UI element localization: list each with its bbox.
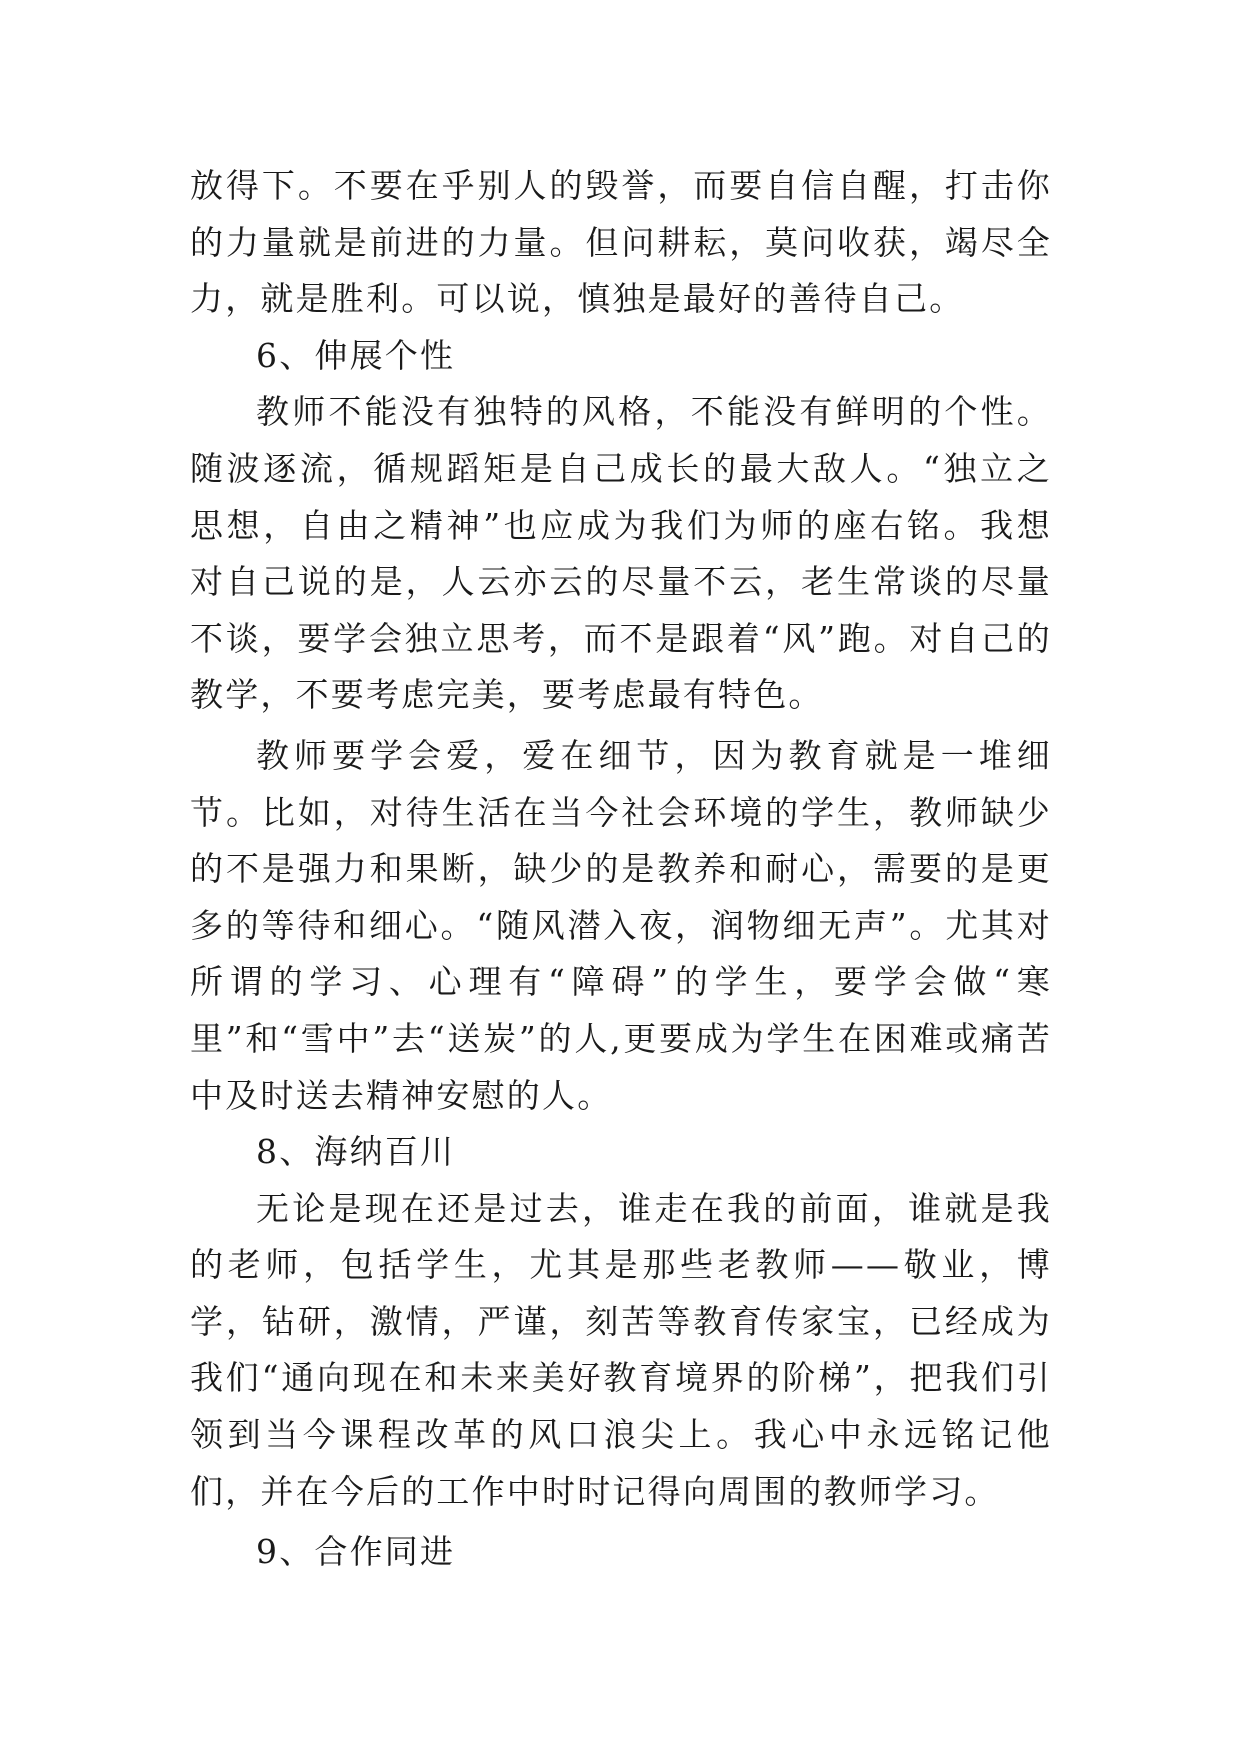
document-body bbox=[190, 158, 1052, 1581]
paragraph-personality: 教师不能没有独特的风格，不能没有鲜明的个性。随波逐流，循规蹈矩是自己成长的最大敌人。“独立之思想，自由之精神”也应成为我们为师的座右铭。我想对自己说的是，人云亦云的尽量不云，老生常谈的尽量不谈，要学会独立思考，而不是跟着“风”跑。对自己的教学，不要考虑完美，要考虑最有特色。 bbox=[190, 392, 1052, 715]
section-heading-9: 9、合作同进 bbox=[256, 1532, 456, 1572]
section-heading-8: 8、海纳百川 bbox=[256, 1132, 456, 1172]
paragraph-love-in-details: 教师要学会爱，爱在细节，因为教育就是一堆细节。比如，对待生活在当今社会环境的学生，教师缺少的不是强力和果断，缺少的是教养和耐心，需要的是更多的等待和细心。“随风潜入夜，润物细无声”。尤其对所谓的学习、心理有“障碍”的学生，要学会做“寒里”和“雪中”去“送炭”的人,更要成为学生在困难或痛苦中及时送去精神安慰的人。 bbox=[190, 735, 1052, 1115]
paragraph-learn-from-others: 无论是现在还是过去，谁走在我的前面，谁就是我的老师，包括学生，尤其是那些老教师——敬业，博学，钻研，激情，严谨，刻苦等教育传家宝，已经成为我们“通向现在和未来美好教育境界的阶梯”，把我们引领到当今课程改革的风口浪尖上。我心中永远铭记他们，并在今后的工作中时时记得向周围的教师学习。 bbox=[190, 1188, 1052, 1511]
section-heading-6: 6、伸展个性 bbox=[256, 335, 456, 375]
paragraph-continued: 放得下。不要在乎别人的毁誉，而要自信自醒，打击你的力量就是前进的力量。但问耕耘，莫问收获，竭尽全力，就是胜利。可以说，慎独是最好的善待自己。 bbox=[190, 166, 1052, 319]
